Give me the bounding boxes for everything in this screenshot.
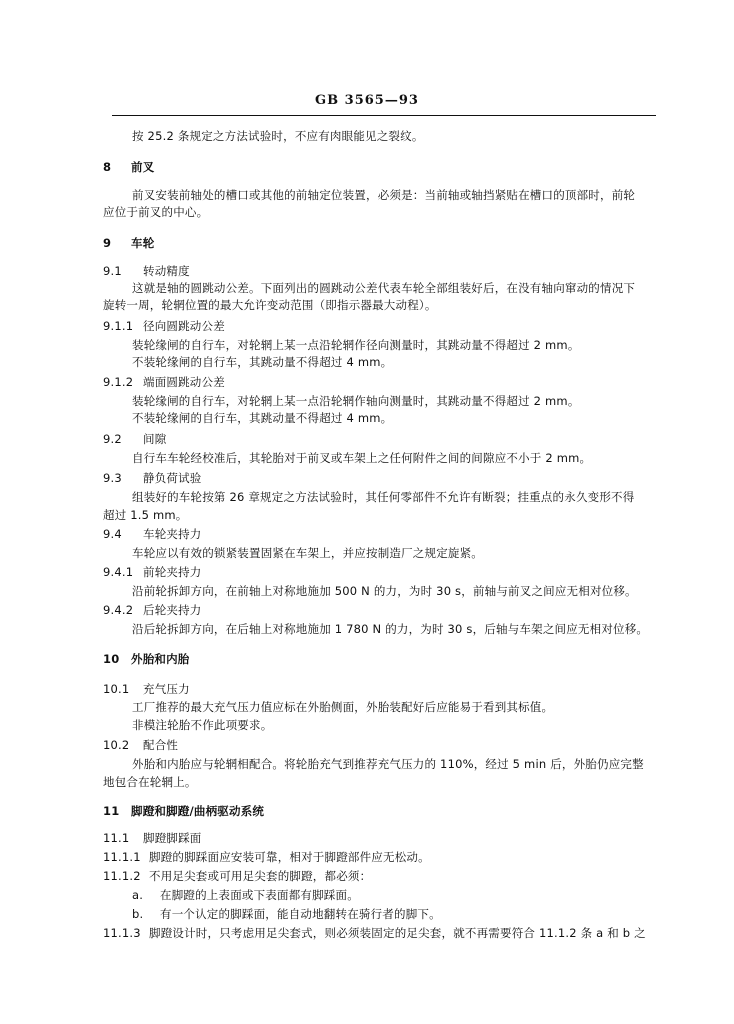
body-line: 这就是轴的圆跳动公差。下面列出的圆跳动公差代表车轮全部组装好后，在没有轴向窜动的情况下 <box>132 281 636 295</box>
body-line: 非模注轮胎不作此项要求。 <box>132 718 273 732</box>
subsection-heading-10-1: 10.1 充气压力 <box>103 682 190 696</box>
section-heading-10: 10 外胎和内胎 <box>103 652 190 666</box>
clause-11-1-2: 11.1.2 不用足尖套或可用足尖套的脚蹬，都必须： <box>103 869 372 883</box>
body-line: 不装轮缘闸的自行车，其跳动量不得超过 4 mm。 <box>132 411 393 425</box>
subsection-heading-9-4-2: 9.4.2 后轮夹持力 <box>103 603 202 617</box>
body-line: 前叉安装前轴处的槽口或其他的前轴定位装置，必须是：当前轴或轴挡紧贴在槽口的顶部时，前轮 <box>132 188 636 202</box>
subsection-heading-9-4: 9.4 车轮夹持力 <box>103 527 202 541</box>
body-line: 沿后轮拆卸方向，在后轴上对称地施加 1 780 N 的力，为时 30 s，后轴与车架之间应无相对位移。 <box>132 622 649 636</box>
body-line: 车轮应以有效的锁紧装置固紧在车架上，并应按制造厂之规定旋紧。 <box>132 546 483 560</box>
subsection-heading-9-1-1: 9.1.1 径向圆跳动公差 <box>103 319 225 333</box>
subsection-heading-9-3: 9.3 静负荷试验 <box>103 471 202 485</box>
body-line: 自行车车轮经校准后，其轮胎对于前叉或车架上之任何附件之间的间隙应不小于 2 mm。 <box>132 451 592 465</box>
section-heading-8: 8 前叉 <box>103 160 155 174</box>
body-line: 地包合在轮辋上。 <box>103 775 197 789</box>
body-line: 旋转一周，轮辋位置的最大允许变动范围（即指示器最大动程）。 <box>103 298 437 312</box>
section-heading-11: 11 脚蹬和脚蹬/曲柄驱动系统 <box>103 804 265 818</box>
section-heading-9: 9 车轮 <box>103 236 155 250</box>
clause-11-1-3: 11.1.3 脚蹬设计时，只考虑用足尖套式，则必须装固定的足尖套，就不再需要符合 11.1.2 条 a 和 b 之 <box>103 926 646 940</box>
subsection-heading-9-1: 9.1 转动精度 <box>103 264 190 278</box>
clause-11-1-1: 11.1.1 脚蹬的脚踩面应安装可靠，相对于脚蹬部件应无松动。 <box>103 850 430 864</box>
page-header-standard-number: GB 3565—93 <box>315 93 419 108</box>
header-rule <box>112 115 656 116</box>
body-line: 不装轮缘闸的自行车，其跳动量不得超过 4 mm。 <box>132 355 393 369</box>
body-line: 装轮缘闸的自行车，对轮辋上某一点沿轮辋作径向测量时，其跳动量不得超过 2 mm。 <box>132 338 580 352</box>
body-line: 组装好的车轮按第 26 章规定之方法试验时，其任何零部件不允许有断裂；挂重点的永久变形不得 <box>132 490 635 504</box>
subsection-heading-9-4-1: 9.4.1 前轮夹持力 <box>103 565 202 579</box>
body-line: 应位于前叉的中心。 <box>103 205 209 219</box>
body-line: 沿前轮拆卸方向，在前轴上对称地施加 500 N 的力，为时 30 s，前轴与前叉之间应无相对位移。 <box>132 584 637 598</box>
subsection-heading-9-1-2: 9.1.2 端面圆跳动公差 <box>103 375 225 389</box>
subsection-heading-10-2: 10.2 配合性 <box>103 738 179 752</box>
list-item-a: a. 在脚蹬的上表面或下表面都有脚踩面。 <box>132 888 359 902</box>
body-line: 工厂推荐的最大充气压力值应标在外胎侧面，外胎装配好后应能易于看到其标值。 <box>132 700 554 714</box>
body-line: 外胎和内胎应与轮辋相配合。将轮胎充气到推荐充气压力的 110%，经过 5 min 后，外胎仍应完整 <box>132 757 644 771</box>
subsection-heading-11-1: 11.1 脚蹬脚踩面 <box>103 831 202 845</box>
list-item-b: b. 有一个认定的脚踩面，能自动地翻转在骑行者的脚下。 <box>132 907 441 921</box>
subsection-heading-9-2: 9.2 间隙 <box>103 432 167 446</box>
body-line: 按 25.2 条规定之方法试验时，不应有肉眼能见之裂纹。 <box>132 129 424 143</box>
body-line: 超过 1.5 mm。 <box>103 508 188 522</box>
body-line: 装轮缘闸的自行车，对轮辋上某一点沿轮辋作轴向测量时，其跳动量不得超过 2 mm。 <box>132 394 580 408</box>
